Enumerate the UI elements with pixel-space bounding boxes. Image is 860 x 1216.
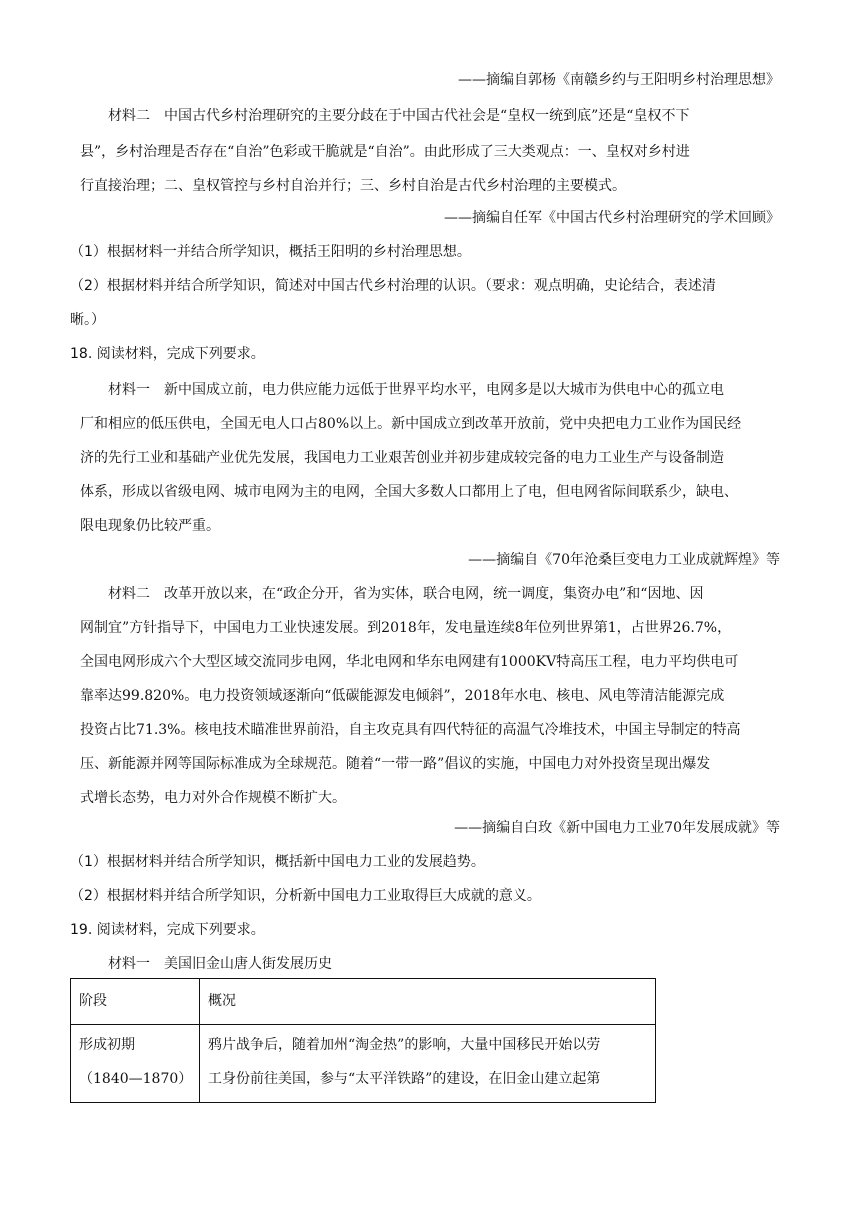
overview-line: 工身份前往美国，参与“太平洋铁路”的建设，在旧金山建立起第 — [208, 1071, 601, 1087]
material-paragraph: 县”，乡村治理是否存在“自治”色彩或干脆就是“自治”。由此形成了三大类观点：一、皇权对乡村进 — [80, 144, 690, 160]
stage-name: 形成初期 — [79, 1037, 135, 1053]
material-paragraph: 材料二 中国古代乡村治理研究的主要分歧在于中国古代社会是“皇权一统到底”还是“皇权不下 — [108, 108, 690, 124]
material-paragraph: 网制宜”方针指导下，中国电力工业快速发展。到2018年，发电量连续8年位列世界第1，占世界26.7%， — [80, 620, 732, 636]
question-item: （1）根据材料并结合所学知识，概括新中国电力工业的发展趋势。 — [70, 854, 485, 870]
question-item: （1）根据材料一并结合所学知识，概括王阳明的乡村治理思想。 — [70, 244, 471, 260]
question-item: 晰。） — [70, 312, 105, 328]
material-paragraph: 行直接治理；二、皇权管控与乡村自治并行；三、乡村自治是古代乡村治理的主要模式。 — [80, 178, 626, 194]
material-paragraph: 靠率达99.820%。电力投资领域逐渐向“低碳能源发电倾斜”，2018年水电、核电、风电等清洁能源完成 — [80, 688, 725, 704]
material-paragraph: 全国电网形成六个大型区域交流同步电网，华北电网和华东电网建有1000KV特高压工程，电力平均供电可 — [80, 654, 739, 670]
source-citation: ——摘编自《70年沧桑巨变电力工业成就辉煌》等 — [468, 552, 780, 568]
overview-cell — [200, 1025, 656, 1103]
source-citation: ——摘编自白玫《新中国电力工业70年发展成就》等 — [454, 820, 780, 836]
material-paragraph: 式增长态势，电力对外合作规模不断扩大。 — [80, 790, 346, 806]
source-citation: ——摘编自郭杨《南赣乡约与王阳明乡村治理思想》 — [458, 72, 780, 88]
question-item: （2）根据材料并结合所学知识，分析新中国电力工业取得巨大成就的意义。 — [70, 888, 541, 904]
material-paragraph: 厂和相应的低压供电，全国无电人口占80%以上。新中国成立到改革开放前，党中央把电力工业作为国民经 — [80, 416, 742, 432]
question-heading: 18. 阅读材料，完成下列要求。 — [70, 346, 265, 362]
header-cell-stage: 阶段 — [71, 979, 200, 1025]
question-heading: 19. 阅读材料，完成下列要求。 — [70, 922, 265, 938]
material-paragraph: 济的先行工业和基础产业优先发展，我国电力工业艰苦创业并初步建成较完备的电力工业生产与设备制造 — [80, 450, 724, 466]
header-cell-overview: 概况 — [200, 979, 656, 1025]
material-paragraph: 材料二 改革开放以来，在“政企分开，省为实体，联合电网，统一调度，集资办电”和“因地、因 — [108, 586, 704, 602]
material-paragraph: 投资占比71.3%。核电技术瞄准世界前沿，自主攻克具有四代特征的高温气冷堆技术，中国主导制定的特高 — [80, 722, 741, 738]
stage-years: （1840—1870） — [79, 1071, 193, 1087]
table-caption: 材料一 美国旧金山唐人街发展历史 — [108, 956, 332, 972]
history-table — [70, 978, 656, 1103]
stage-cell — [71, 1025, 200, 1103]
material-paragraph: 压、新能源并网等国际标准成为全球规范。随着“一带一路”倡议的实施，中国电力对外投资呈现出爆发 — [80, 756, 711, 772]
material-paragraph: 限电现象仍比较严重。 — [80, 518, 220, 534]
material-paragraph: 体系，形成以省级电网、城市电网为主的电网，全国大多数人口都用上了电，但电网省际间联系少，缺电、 — [80, 484, 738, 500]
material-paragraph: 材料一 新中国成立前，电力供应能力远低于世界平均水平，电网多是以大城市为供电中心的孤立电 — [108, 382, 724, 398]
table-header-row — [71, 979, 656, 1025]
table-row — [71, 1025, 656, 1103]
overview-line: 鸦片战争后，随着加州“淘金热”的影响，大量中国移民开始以劳 — [208, 1037, 601, 1053]
source-citation: ——摘编自任军《中国古代乡村治理研究的学术回顾》 — [444, 210, 780, 226]
question-item: （2）根据材料并结合所学知识，简述对中国古代乡村治理的认识。（要求：观点明确，史论结合，表述清 — [70, 278, 716, 294]
